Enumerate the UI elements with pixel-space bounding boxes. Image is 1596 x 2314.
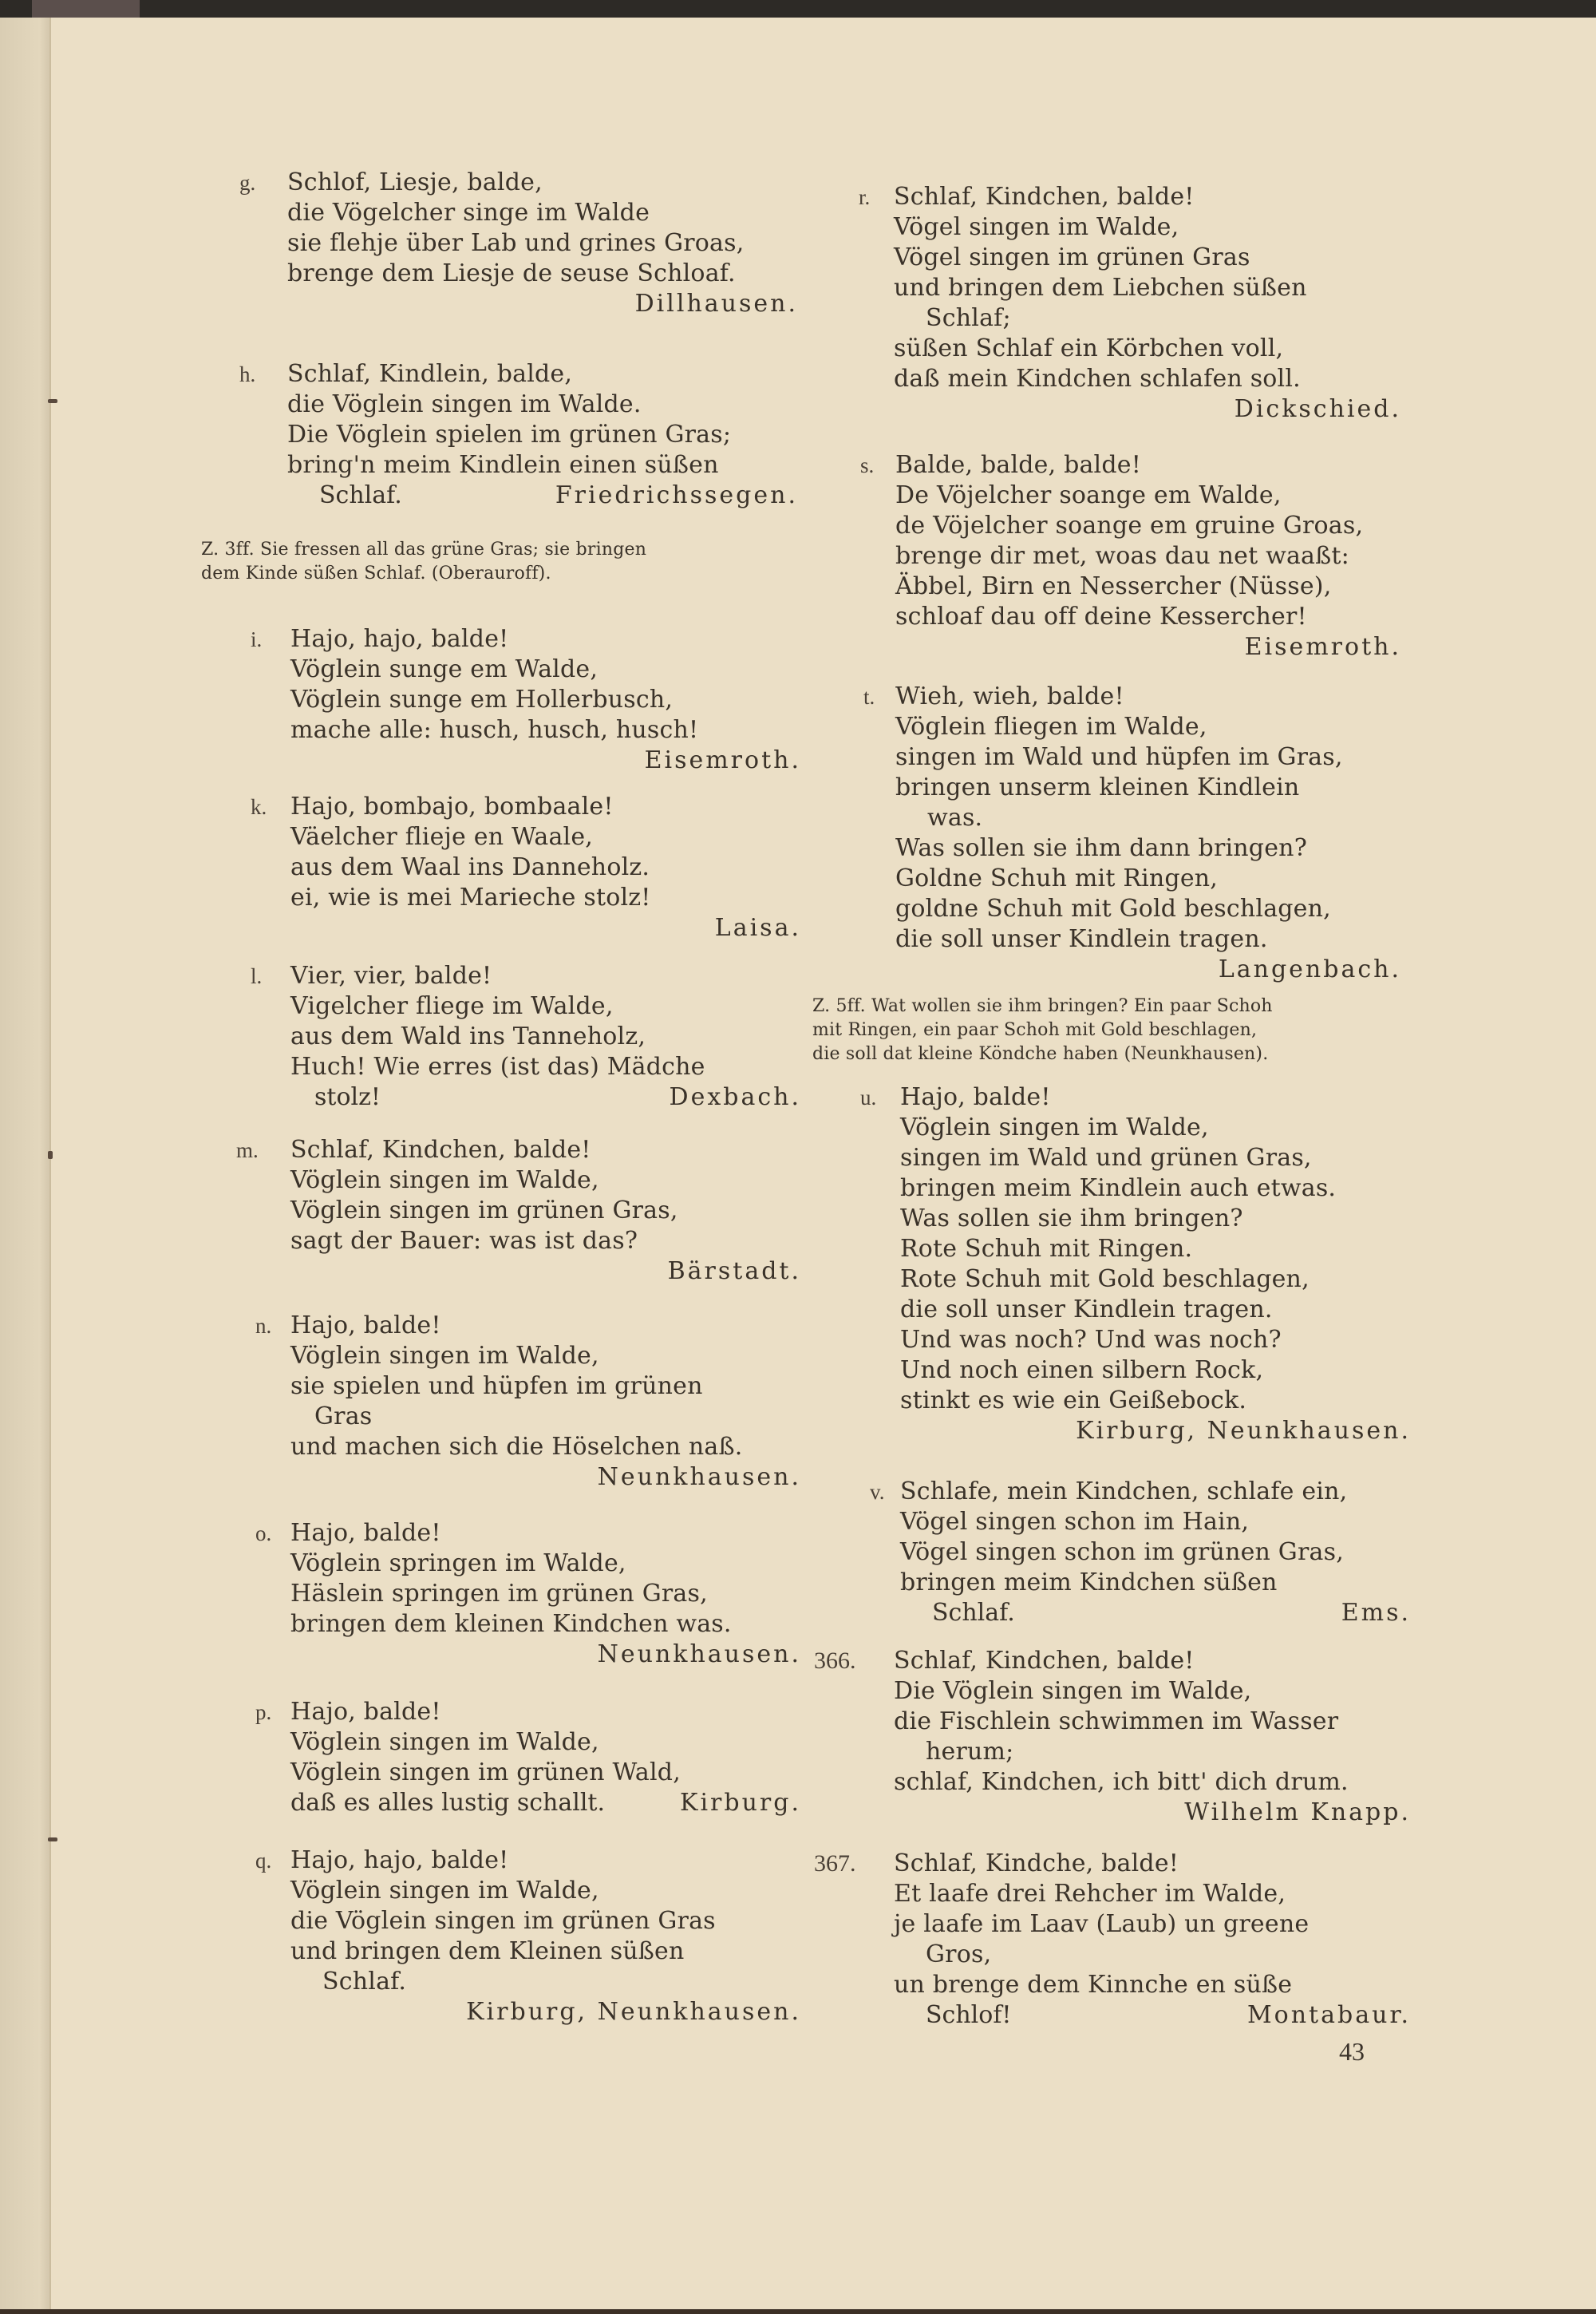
verse-line: brenge dem Liesje de seuse Schloaf. [287, 259, 736, 287]
verse-label: q. [255, 1849, 272, 1873]
note-line: Z. 5ff. Wat wollen sie ihm bringen? Ein paar Schoh [812, 996, 1273, 1016]
place-name: Neunkhausen. [597, 1640, 801, 1668]
verse-label: n. [255, 1314, 272, 1338]
verse-line: je laafe im Laav (Laub) un greene [894, 1910, 1310, 1938]
verse-line: schloaf dau off deine Kessercher! [895, 603, 1307, 631]
verse-label: k. [251, 795, 267, 819]
verse-line: bringen meim Kindchen süßen [900, 1568, 1278, 1596]
verse-label: m. [236, 1138, 259, 1162]
verse-line: Schlafe, mein Kindchen, schlafe ein, [900, 1477, 1348, 1505]
verse-line: Vögel singen schon im grünen Gras, [900, 1538, 1344, 1566]
verse-line: Vöglein singen im grünen Wald, [290, 1758, 681, 1786]
verse-line: Schlof! [926, 2001, 1012, 2029]
verse-line: singen im Wald und grünen Gras, [900, 1144, 1312, 1172]
place-name: Dillhausen. [634, 290, 798, 318]
verse-line: Hajo, balde! [900, 1083, 1051, 1111]
verse-label: o. [255, 1521, 272, 1545]
place-name: Kirburg, Neunkhausen. [466, 1998, 801, 2026]
verse-line: Was sollen sie ihm dann bringen? [895, 834, 1307, 862]
verse-line: und bringen dem Kleinen süßen [290, 1937, 685, 1965]
place-name: Bärstadt. [667, 1257, 801, 1285]
verse-line: Vögel singen schon im Hain, [900, 1508, 1250, 1536]
verse-line: Vöglein fliegen im Walde, [895, 713, 1207, 741]
verse-line: Hajo, balde! [290, 1698, 441, 1726]
place-name: Neunkhausen. [597, 1463, 801, 1491]
verse-line: stolz! [314, 1083, 381, 1111]
verse-line: Vöglein singen im Walde, [290, 1342, 599, 1370]
place-name: Montabaur. [1246, 2001, 1411, 2029]
verse-end-line [287, 481, 798, 511]
verse-label: r. [859, 185, 871, 209]
verse-line: sagt der Bauer: was ist das? [290, 1227, 638, 1255]
verse-line: Schlaf. [319, 481, 402, 509]
verse-line: die soll unser Kindlein tragen. [900, 1295, 1273, 1323]
verse-line: Die Vöglein spielen im grünen Gras; [287, 421, 732, 449]
verse-label: s. [860, 453, 875, 477]
verse-line: sie spielen und hüpfen im grünen [290, 1372, 703, 1400]
verse-line: De Vöjelcher soange em Walde, [895, 481, 1282, 509]
verse-line: aus dem Wald ins Tanneholz, [290, 1023, 646, 1050]
verse-line: Schlaf, Kindchen, balde! [290, 1136, 591, 1164]
verse-line: daß es alles lustig schallt. [290, 1789, 605, 1817]
verse-line: ei, wie is mei Marieche stolz! [290, 884, 651, 912]
note-line: mit Ringen, ein paar Schoh mit Gold beschlagen, [812, 1020, 1258, 1040]
verse-line: Vögel singen im grünen Gras [894, 243, 1250, 271]
verse-line: Schlaf. [322, 1968, 407, 1996]
verse-line: Et laafe drei Rehcher im Walde, [894, 1880, 1286, 1908]
verse-line: die Vöglein singen im Walde. [287, 390, 642, 418]
book-cover-edge [0, 0, 1596, 18]
verse-line: Hajo, balde! [290, 1311, 441, 1339]
verse-line: die Vöglein singen im grünen Gras [290, 1907, 716, 1935]
verse-line: Die Vöglein singen im Walde, [894, 1677, 1252, 1705]
verse-line: Vöglein singen im grünen Gras, [290, 1197, 678, 1224]
verse-line: Goldne Schuh mit Ringen, [895, 864, 1219, 892]
verse-line: Schlaf, Kindlein, balde, [287, 360, 573, 388]
verse-line: süßen Schlaf ein Körbchen voll, [894, 334, 1284, 362]
verse-line: Vöglein sunge em Walde, [290, 655, 598, 683]
margin-mark [48, 1151, 53, 1159]
verse-line: Und was noch? Und was noch? [900, 1326, 1282, 1354]
place-name: Dexbach. [669, 1083, 801, 1111]
place-name: Eisemroth. [1244, 633, 1401, 661]
verse-line: Häslein springen im grünen Gras, [290, 1580, 708, 1608]
verse-line: Gros, [926, 1940, 992, 1968]
verse-line: Gras [314, 1402, 373, 1430]
verse-line: brenge dir met, woas dau net waaßt: [895, 542, 1349, 570]
place-name: Wilhelm Knapp. [1184, 1798, 1411, 1826]
verse-line: Schlaf, Kindchen, balde! [894, 183, 1195, 211]
page-number: 43 [1339, 2037, 1365, 2066]
verse-line: und bringen dem Liebchen süßen [894, 274, 1307, 302]
place-name: Kirburg, Neunkhausen. [1076, 1417, 1411, 1445]
verse-line: Vöglein singen im Walde, [290, 1166, 599, 1194]
verse-label: t. [863, 685, 875, 709]
verse-line: Und noch einen silbern Rock, [900, 1356, 1264, 1384]
verse-line: Balde, balde, balde! [895, 451, 1141, 479]
place-name: Friedrichssegen. [555, 481, 798, 509]
verse-line: Hajo, hajo, balde! [290, 1846, 509, 1874]
verse-end-line [290, 1082, 801, 1113]
margin-mark [48, 1837, 57, 1841]
book-gutter [0, 18, 49, 2314]
verse-line: Was sollen sie ihm bringen? [900, 1204, 1243, 1232]
verse-label: g. [239, 171, 256, 195]
verse-line: die Fischlein schwimmen im Wasser [894, 1707, 1339, 1735]
verse-label: h. [239, 362, 256, 386]
verse-line: Schlaf, Kindchen, balde! [894, 1647, 1195, 1675]
place-name: Ems. [1341, 1599, 1411, 1627]
verse-line: Vöglein singen im Walde, [290, 1877, 599, 1905]
verse-line: herum; [926, 1738, 1014, 1766]
verse-line: Schlof, Liesje, balde, [287, 168, 543, 196]
verse-line: Schlaf. [932, 1599, 1015, 1627]
verse-line: schlaf, Kindchen, ich bitt' dich drum. [894, 1768, 1349, 1796]
verse-line: daß mein Kindchen schlafen soll. [894, 365, 1301, 393]
verse-line: bring'n meim Kindlein einen süßen [287, 451, 719, 479]
verse-line: Äbbel, Birn en Nessercher (Nüsse), [895, 572, 1332, 600]
verse-end-line [290, 1788, 801, 1818]
verse-line: was. [927, 804, 983, 832]
note-line: dem Kinde süßen Schlaf. (Oberauroff). [201, 564, 551, 583]
binding-cloth [32, 0, 140, 18]
verse-line: de Vöjelcher soange em gruine Groas, [895, 512, 1364, 540]
verse-line: bringen unserm kleinen Kindlein [895, 773, 1300, 801]
note-line: Z. 3ff. Sie fressen all das grüne Gras; sie bringen [201, 540, 647, 560]
verse-line: Väelcher flieje en Waale, [290, 823, 594, 851]
verse-line: Vöglein singen im Walde, [290, 1728, 599, 1756]
variant-note [812, 995, 1401, 1066]
book-page [51, 18, 1596, 2309]
verse-end-line [894, 2000, 1411, 2031]
verse-line: die Vögelcher singe im Walde [287, 199, 650, 227]
verse-line: Rote Schuh mit Ringen. [900, 1235, 1193, 1263]
verse-line: Hajo, balde! [290, 1519, 441, 1547]
verse-line: goldne Schuh mit Gold beschlagen, [895, 895, 1331, 923]
verse-line: un brenge dem Kinnche en süße [894, 1971, 1293, 1999]
verse-line: und machen sich die Höselchen naß. [290, 1433, 743, 1461]
verse-line: aus dem Waal ins Danneholz. [290, 853, 650, 881]
verse-line: Hajo, bombajo, bombaale! [290, 793, 614, 821]
verse-line: Huch! Wie erres (ist das) Mädche [290, 1053, 705, 1081]
verse-label: p. [255, 1700, 272, 1724]
place-name: Dickschied. [1234, 395, 1401, 423]
verse-line: mache alle: husch, husch, husch! [290, 716, 699, 744]
verse-line: Vöglein springen im Walde, [290, 1549, 626, 1577]
song-number: 367. [814, 1850, 856, 1877]
verse-line: Rote Schuh mit Gold beschlagen, [900, 1265, 1310, 1293]
verse-line: die soll unser Kindlein tragen. [895, 925, 1268, 953]
verse-end-line [900, 1598, 1411, 1628]
verse-line: Schlaf, Kindche, balde! [894, 1849, 1179, 1877]
song-number: 366. [814, 1647, 856, 1674]
verse-label: i. [251, 627, 263, 651]
verse-line: singen im Wald und hüpfen im Gras, [895, 743, 1343, 771]
verse-line: Hajo, hajo, balde! [290, 625, 509, 653]
verse-line: Schlaf; [926, 304, 1011, 332]
place-name: Langenbach. [1218, 955, 1401, 983]
verse-line: bringen meim Kindlein auch etwas. [900, 1174, 1337, 1202]
verse-line: bringen dem kleinen Kindchen was. [290, 1610, 732, 1638]
verse-line: Wieh, wieh, balde! [895, 682, 1124, 710]
verse-line: Vöglein sunge em Hollerbusch, [290, 686, 674, 714]
page-bottom-edge [0, 2309, 1596, 2314]
place-name: Kirburg. [680, 1789, 801, 1817]
verse-label: l. [251, 964, 263, 988]
verse-line: stinkt es wie ein Geißebock. [900, 1386, 1247, 1414]
place-name: Eisemroth. [644, 746, 801, 774]
verse-line: Vier, vier, balde! [290, 962, 492, 990]
verse-label: v. [870, 1480, 885, 1504]
place-name: Laisa. [714, 914, 801, 942]
verse-line: Vögel singen im Walde, [894, 213, 1179, 241]
verse-line: sie flehje über Lab und grines Groas, [287, 229, 745, 257]
verse-line: Vöglein singen im Walde, [900, 1113, 1209, 1141]
margin-mark [48, 399, 57, 403]
verse-label: u. [860, 1086, 877, 1110]
note-line: die soll dat kleine Köndche haben (Neunkhausen). [812, 1044, 1269, 1064]
variant-note [201, 538, 801, 586]
verse-line: Vigelcher fliege im Walde, [290, 992, 614, 1020]
